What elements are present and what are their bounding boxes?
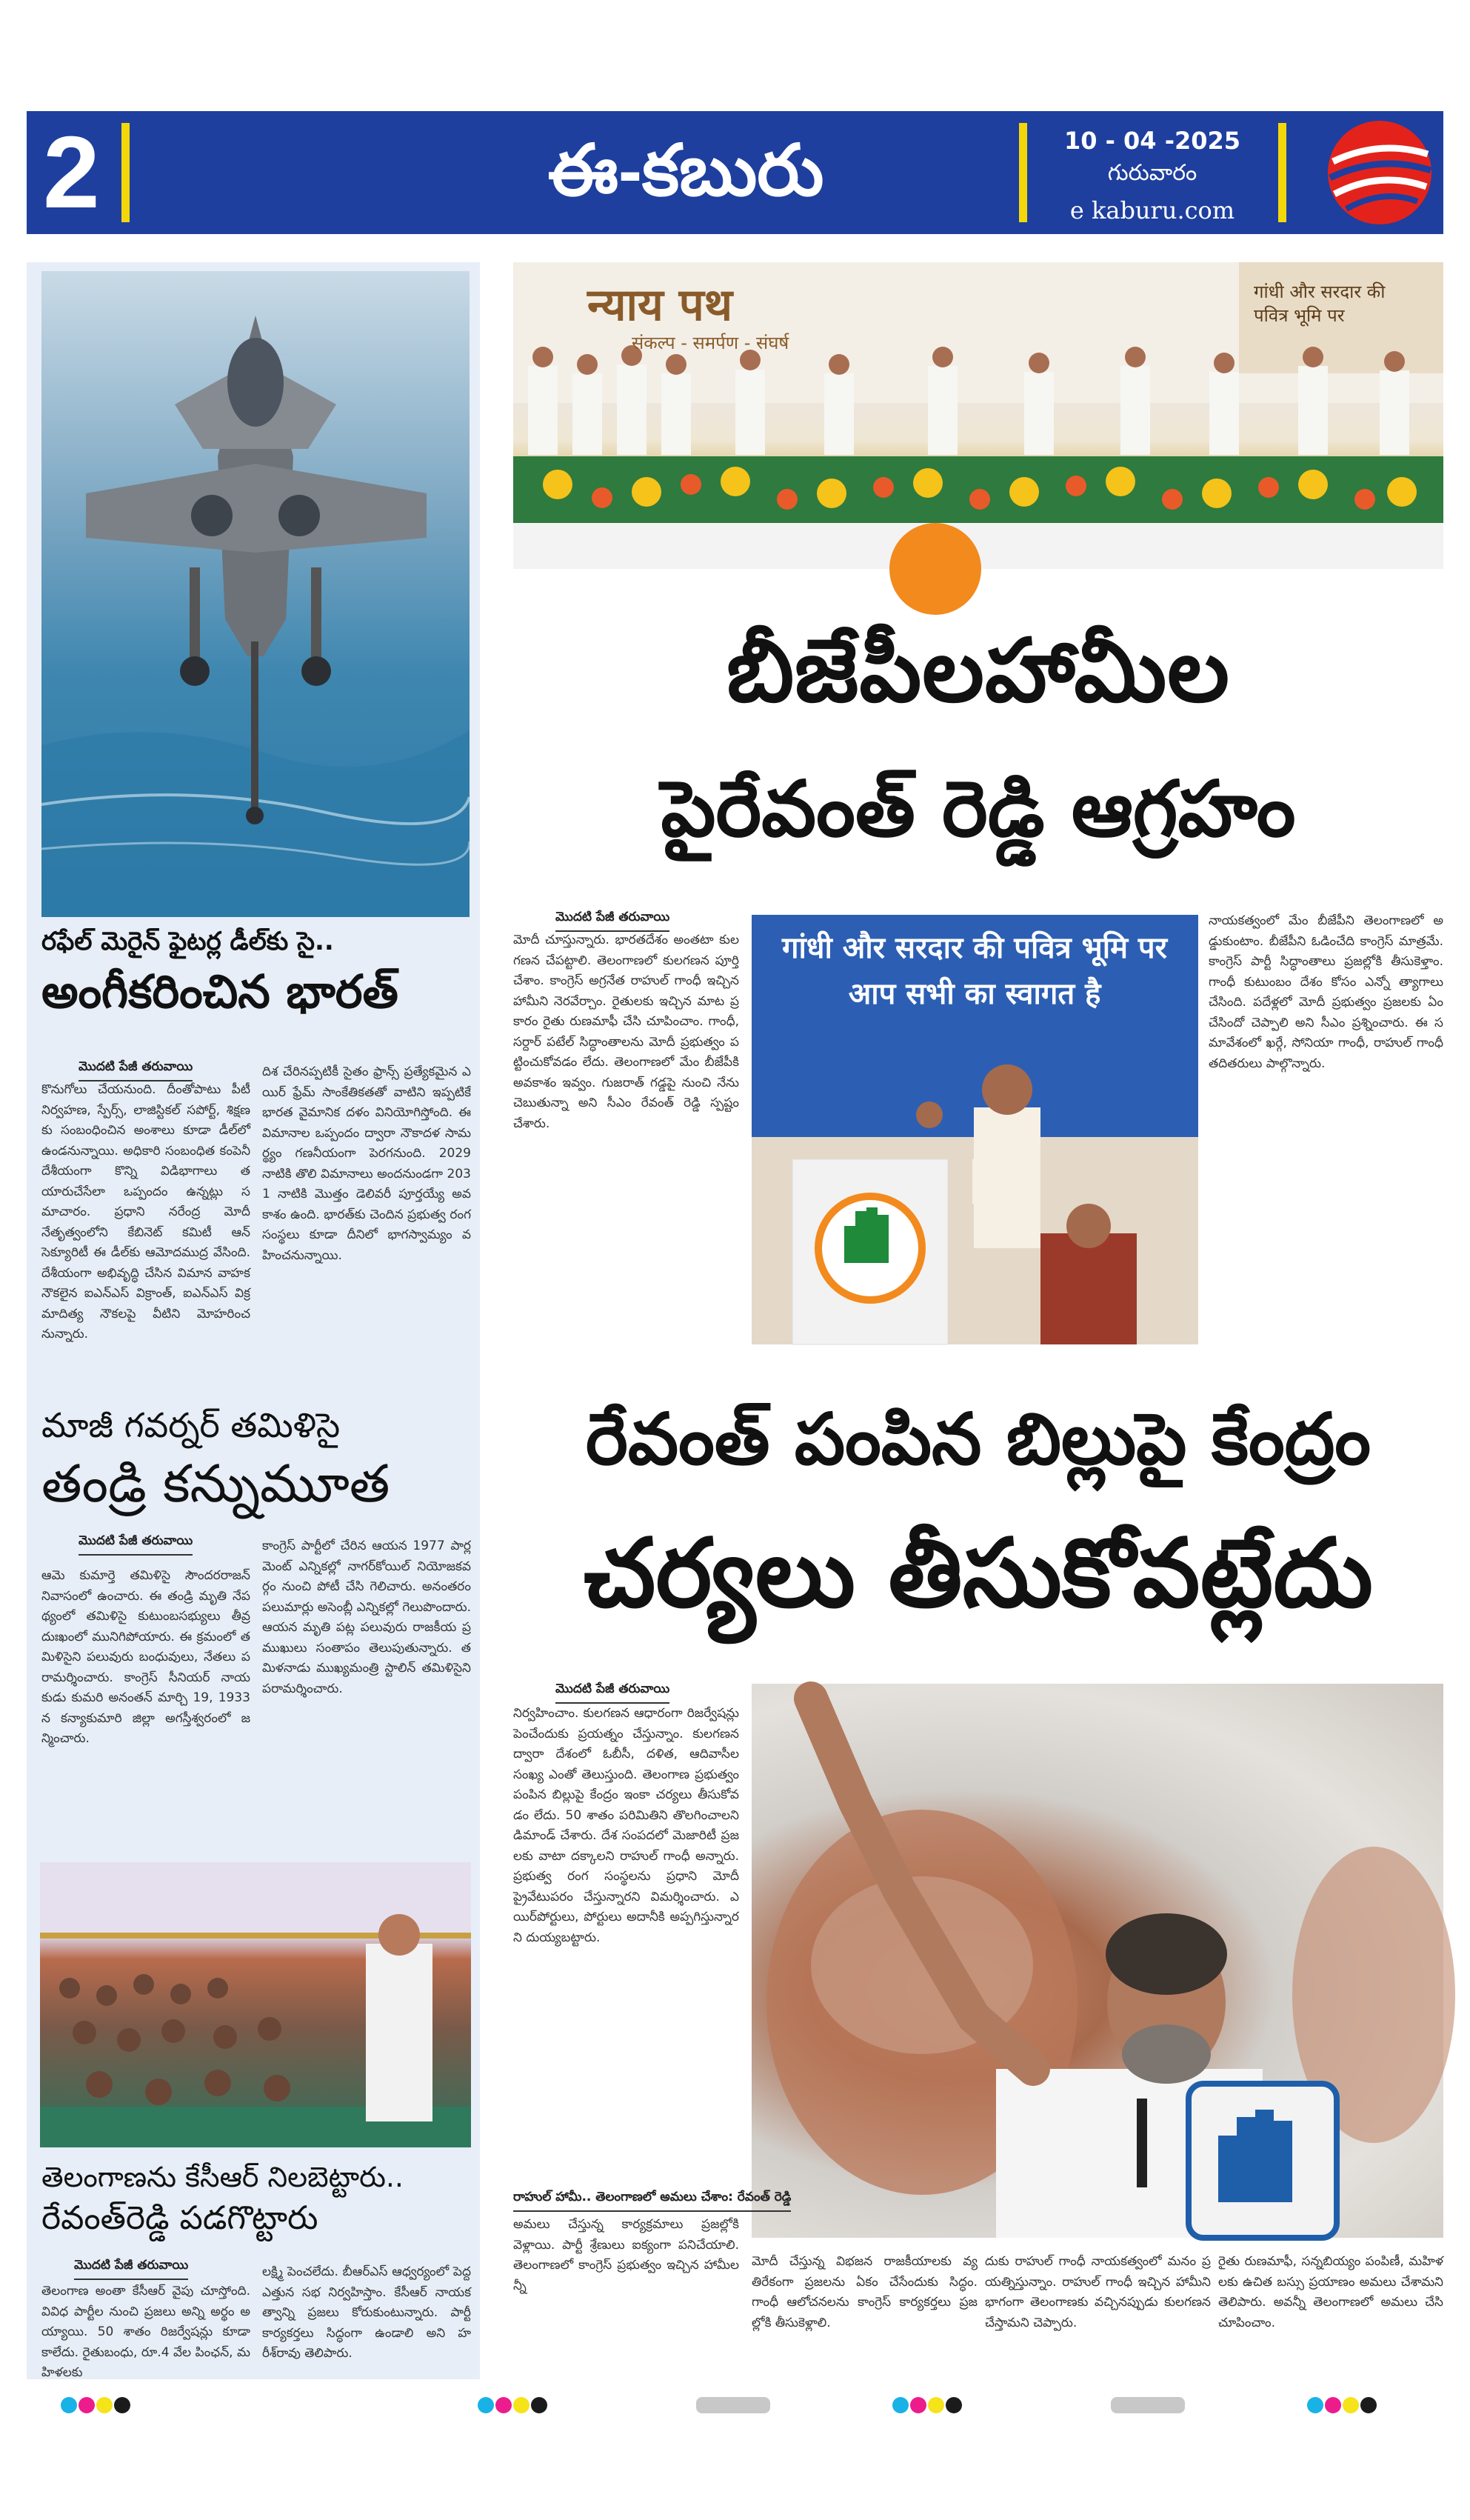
print-grey-mark (1111, 2397, 1185, 2413)
article-text: నాయకత్వంలో మేం బీజేపీని తెలంగాణలో అడ్డుకుంటాం. బీజేపీని ఓడించేది కాంగ్రెస్ మాత్రమే. కాంగ్రెస్ పార్టీ సిద్ధాంతాలు ప్రజల్లోకి తీసుకెళ్తాం. గాంధీ కుటుంబం దేశం కోసం ఎన్నో త్యాగాలు చేసింది. పదేళ్లలో మోదీ ప్రభుత్వం ప్రజలకు ఏం చేసిందో చెప్పాలి అని సీఎం ప్రశ్నించారు. ఈ సమావేశంలో ఖర్గే, సోనియా గాంధీ, రాహుల్ గాంధీ తదితరులు పాల్గొన్నారు. (1209, 913, 1443, 1071)
story-kicker: తెలంగాణను కేసీఆర్ నిలబెట్టారు.. (41, 2161, 404, 2193)
rahul-gandhi-photo (752, 1684, 1443, 2238)
byline: మొదటి పేజీ తరువాయి (555, 910, 669, 927)
stage-banner-right: गांधी और सरदार की पवित्र भूमि पर (1254, 281, 1386, 326)
story-kicker: మాజీ గవర్నర్ తమిళిసై (41, 1405, 341, 1445)
print-grey-mark (696, 2397, 770, 2413)
story-headline[interactable]: అంగీకరించిన భారత్ (41, 964, 398, 1019)
revanth-speaking-photo (752, 915, 1198, 1344)
page-number: 2 (43, 116, 100, 230)
rafale-jet-photo (41, 271, 470, 917)
article-text: దిశ చేరినప్పటికీ సైతం ఫ్రాన్స్ ప్రత్యేకమైన ఎయిర్ ఫ్రేమ్ సాంకేతికతతో వాటిని ఇప్పటికే భారత వైమానిక దళం వినియోగిస్తోంది. ఈ విమానాల ఒప్పందం ద్వారా నౌకాదళ సామర్థ్యం గణనీయంగా పెరగనుంది. 2029 నాటికి తొలి విమానాలు అందనుండగా 2031 నాటికి మొత్తం డెలివరీ పూర్తయ్యే అవకాశం ఉంది. భారత్‌కు చెందిన ప్రభుత్వ రంగ సంస్థలు కూడా దీనిలో భాగస్వామ్యం వహించనున్నాయి. (262, 1064, 471, 1263)
article-text: తెలంగాణ అంతా కేసీఆర్ వైపు చూస్తోంది. వివిధ పార్టీల నుంచి ప్రజలు అన్ని అర్థం అయ్యాయి. 50 శాతం రిజర్వేషన్లు కూడా కాలేదు. రైతుబంధు, రూ.4 వేల పింఛన్, మహిళలకు (41, 2284, 250, 2380)
article-text: లక్ష్మి పెంచలేదు. బీఆర్ఎస్ ఆధ్వర్యంలో పెద్ద ఎత్తున సభ నిర్వహిస్తాం. కేసీఆర్ నాయకత్వాన్ని ప్రజలు కోరుకుంటున్నారు. పార్టీ కార్యకర్తలు సిద్ధంగా ఉండాలి అని హరీశ్‌రావు తెలిపారు. (262, 2264, 471, 2361)
article-text: నిర్వహించాం. కులగణన ఆధారంగా రిజర్వేషన్లు పెంచేందుకు ప్రయత్నం చేస్తున్నాం. కులగణన ద్వారా దేశంలో ఓబీసీ, దళిత, ఆదివాసీల సంఖ్య ఎంతో తెలుస్తుంది. తెలంగాణ ప్రభుత్వం పంపిన బిల్లుపై కేంద్రం ఇంకా చర్యలు తీసుకోవడం లేదు. 50 శాతం పరిమితిని తొలగించాలని డిమాండ్ చేశారు. దేశ సంపదలో మెజారిటీ ప్రజలకు వాటా దక్కాలని రాహుల్ గాంధీ అన్నారు. ప్రభుత్వ రంగ సంస్థలను ప్రధాని మోదీ ప్రైవేటుపరం చేస్తున్నారని విమర్శించారు. ఎయిర్‌పోర్టులు, పోర్టులు అదానీకి అప్పగిస్తున్నారని దుయ్యబట్టారు. (513, 1706, 739, 1945)
brand-title: ఈ-కబురు (547, 131, 824, 210)
print-color-marks (478, 2397, 547, 2415)
byline: మొదటి పేజీ తరువాయి (555, 1681, 669, 1699)
article-text: మోదీ చేస్తున్న విభజన రాజకీయాలకు వ్యతిరేకంగా ప్రజలను ఏకం చేసేందుకు సిద్ధం. గాంధీ ఆలోచనలను కాంగ్రెస్ కార్యకర్తలు ప్రజల్లోకి తీసుకెళ్లాలి. (752, 2254, 978, 2330)
masthead-divider (1019, 123, 1027, 222)
revanth-banner: गांधी और सरदार की पवित्र भूमि पर आप सभी का स्वागत है (782, 931, 1167, 1011)
byline: మొదటి పేజీ తరువాయి (74, 2258, 188, 2276)
article-text: ఆమె కుమార్తె తమిళిసై సౌందరరాజన్ నివాసంలో ఉంచారు. ఈ తండ్రి మృతి నేపథ్యంలో తమిళిసై కుటుంబసభ్యులు తీవ్ర దుఃఖంలో మునిగిపోయారు. ఈ క్రమంలో తమిళిసైని పలువురు బంధువులు, నేతలు పరామర్శించారు. కాంగ్రెస్ సీనియర్ నాయకుడు కుమరి అనంతన్ మార్చి 19, 1933న కన్యాకుమారి జిల్లా అగస్తీశ్వరంలో జన్మించారు. (41, 1568, 250, 1746)
date-block (1049, 124, 1256, 228)
stage-banner-title: न्याय पथ (587, 279, 733, 331)
congress-stage-photo (513, 262, 1443, 569)
left-column (27, 262, 480, 2379)
article-text: కొనుగోలు చేయనుంది. దీంతోపాటు పీటీ నిర్వహణ, స్పేర్స్, లాజిస్టికల్ సపోర్ట్, శిక్షణకు సంబంధించిన అంశాలు కూడా డీల్‌లో ఉండనున్నాయి. అధికారి సంబంధిత కంపెనీ దేశీయంగా కొన్ని విడిభాగాలు తయారుచేసేలా ఒప్పందం ఉన్నట్లు సమాచారం. ప్రధాని నరేంద్ర మోదీ నేతృత్వంలోని కేబినెట్ కమిటీ ఆన్ సెక్యూరిటీ ఈ డీల్‌కు ఆమోదముద్ర వేసింది. దేశీయంగా అభివృద్ధి చేసిన విమాన వాహక నౌకలైన ఐఎన్‌ఎస్ విక్రాంత్, ఐఎన్‌ఎస్ విక్రమాదిత్య నౌకలపై వీటిని మోహరించనున్నారు. (41, 1082, 250, 1341)
byline: మొదటి పేజీ తరువాయి (78, 1533, 193, 1551)
print-color-marks (61, 2397, 130, 2415)
public-meeting-photo (40, 1862, 471, 2147)
second-headline[interactable]: రేవంత్ పంపిన బిల్లుపై కేంద్రం (585, 1398, 1372, 1481)
masthead-divider (121, 123, 130, 222)
story-headline[interactable]: తండ్రి కన్నుమూత (41, 1453, 390, 1514)
main-subheadline[interactable]: పైరేవంత్ రెడ్డి ఆగ్రహం (661, 764, 1296, 854)
website-link[interactable]: e kaburu.com (1069, 196, 1235, 224)
sub-byline: రాహుల్ హామీ.. తెలంగాణలో అమలు చేశాం: రేవంత్ రెడ్డి (513, 2190, 791, 2207)
issue-date: 10 - 04 -2025 (1063, 127, 1241, 155)
article-text: రైతు రుణమాఫీ, సన్నబియ్యం పంపిణీ, మహిళలకు ఉచిత బస్సు ప్రయాణం అమలు చేశామని తెలిపారు. అవన్నీ తెలంగాణలో అమలు చేసి చూపించాం. (1218, 2254, 1443, 2330)
issue-weekday: గురువారం (1107, 160, 1197, 186)
stage-banner-subtitle: संकल्प - समर्पण - संघर्ष (632, 333, 789, 353)
masthead (27, 111, 1443, 234)
article-text: అమలు చేస్తున్న కార్యక్రమాలు ప్రజల్లోకి వెళ్లాయి. పార్టీ శ్రేణులు ఐక్యంగా పనిచేయాలి. తెలంగాణలో కాంగ్రెస్ ప్రభుత్వం ఇచ్చిన హామీలన్నీ (513, 2217, 739, 2293)
story-headline[interactable]: రేవంత్‌రెడ్డి పడగొట్టారు (41, 2199, 318, 2237)
masthead-divider (1278, 123, 1286, 222)
article-text: మోదీ చూస్తున్నారు. భారతదేశం అంతటా కుల గణన చేపట్టాలి. తెలంగాణలో కులగణన పూర్తి చేశాం. కాంగ్రెస్ అగ్రనేత రాహుల్ గాంధీ ఇచ్చిన హామీని నెరవేర్చాం. రైతులకు ఇచ్చిన మాట ప్రకారం రైతు రుణమాఫీ చేసి చూపించాం. గాంధీ, సర్దార్‌ పటేల్ సిద్ధాంతాలను మోదీ ప్రభుత్వం పట్టించుకోవడం లేదు. తెలంగాణలో మేం బీజేపీకి అవకాశం ఇవ్వం. గుజరాత్‌ గడ్డపై నుంచి నేను చెబుతున్నా అని సీఎం రేవంత్ రెడ్డి స్పష్టం చేశారు. (513, 933, 739, 1131)
article-text: దుకు రాహుల్ గాంధీ నాయకత్వంలో మనం ప్రయత్నిస్తున్నాం. రాహుల్ గాంధీ ఇచ్చిన హామీని భాగంగా తెలంగాణకు వచ్చినప్పుడు కులగణన చేస్తామని చెప్పారు. (985, 2254, 1211, 2330)
print-color-marks (1307, 2397, 1377, 2415)
print-color-marks (892, 2397, 962, 2415)
main-headline[interactable]: బీజేపీలహామీల (726, 619, 1230, 721)
second-subheadline[interactable]: చర్యలు తీసుకోవట్లేదు (584, 1519, 1373, 1629)
article-text: కాంగ్రెస్ పార్టీలో చేరిన ఆయన 1977 పార్లమెంట్ ఎన్నికల్లో నాగర్‌కోయిల్ నియోజకవర్గం నుంచి పోటీ చేసి గెలిచారు. అనంతరం పలుమార్లు అసెంబ్లీ ఎన్నికల్లో గెలుపొందారు. ఆయన మృతి పట్ల పలువురు రాజకీయ ప్రముఖులు సంతాపం తెలుపుతున్నారు. తమిళనాడు ముఖ్యమంత్రి స్టాలిన్ తమిళిసైని పరామర్శించారు. (262, 1539, 471, 1696)
kaburu-logo-icon (1324, 117, 1435, 228)
byline: మొదటి పేజీ తరువాయి (78, 1059, 193, 1077)
story-kicker: రఫేల్ మెరైన్ ఫైటర్ల డీల్‌కు సై.. (41, 927, 334, 956)
